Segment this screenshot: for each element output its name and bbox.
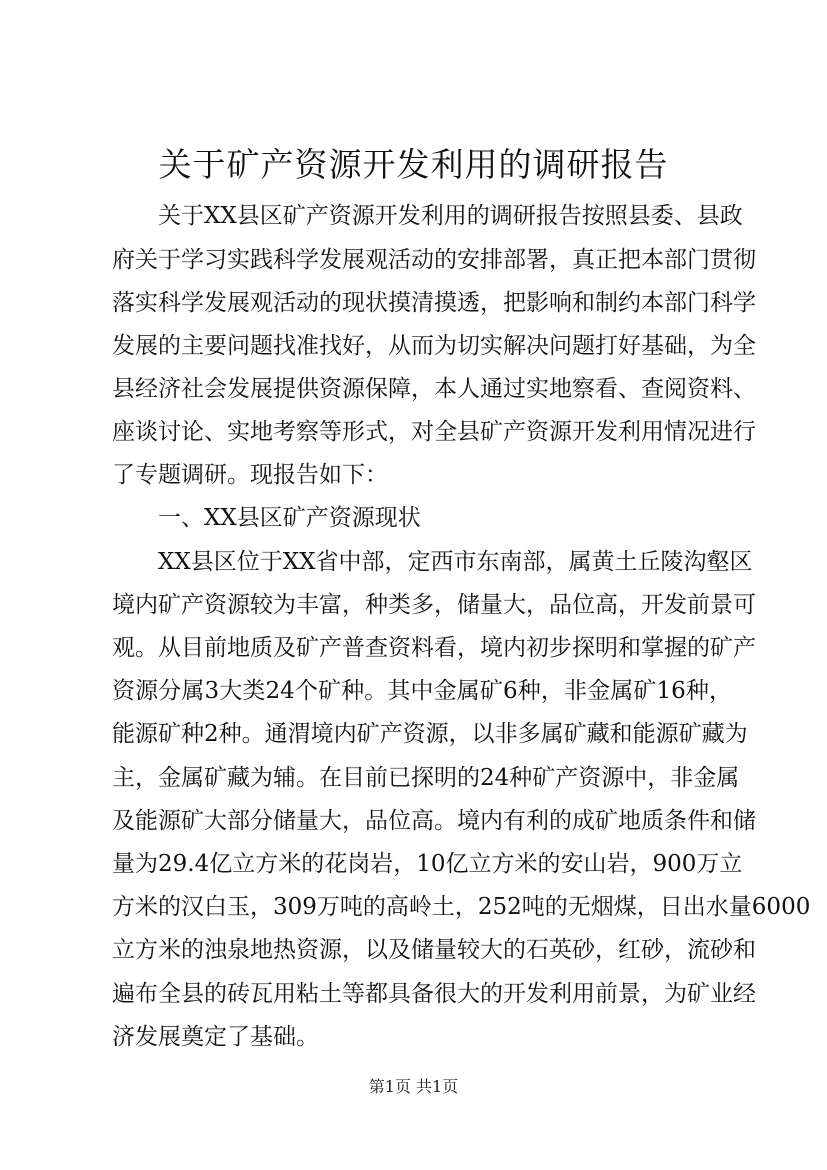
section-heading: 一、XX县区矿产资源现状 <box>158 505 421 531</box>
body-line-7: 了专题调研。现报告如下： <box>112 462 388 488</box>
body-line-16: 量为29.4亿立方米的花岗岩，10亿立方米的安山岩，900万立 <box>112 851 743 877</box>
body-line-12: 资源分属3大类24个矿种。其中金属矿6种，非金属矿16种， <box>112 678 732 704</box>
body-line-3: 落实科学发展观活动的现状摸清摸透，把影响和制约本部门科学 <box>112 290 756 316</box>
body-line-4: 发展的主要问题找准找好，从而为切实解决问题打好基础，为全 <box>112 333 756 359</box>
body-line-13: 能源矿种2种。通渭境内矿产资源，以非多属矿藏和能源矿藏为 <box>112 721 748 747</box>
page-number-footer: 第1页 共1页 <box>368 1077 459 1096</box>
body-line-2: 府关于学习实践科学发展观活动的安排部署，真正把本部门贯彻 <box>112 247 756 273</box>
body-line-11: 观。从目前地质及矿产普查资料看，境内初步探明和掌握的矿产 <box>112 635 756 661</box>
body-line-6: 座谈讨论、实地考察等形式，对全县矿产资源开发利用情况进行 <box>112 419 756 445</box>
body-line-19: 遍布全县的砖瓦用粘土等都具备很大的开发利用前景，为矿业经 <box>112 981 756 1007</box>
body-line-18: 立方米的浊泉地热资源，以及储量较大的石英砂，红砂，流砂和 <box>112 937 756 963</box>
body-line-17: 方米的汉白玉，309万吨的高岭土，252吨的无烟煤，日出水量6000 <box>112 894 811 920</box>
body-line-14: 主，金属矿藏为辅。在目前已探明的24种矿产资源中，非金属 <box>112 765 740 791</box>
body-line-20: 济发展奠定了基础。 <box>112 1024 319 1050</box>
body-line-10: 境内矿产资源较为丰富，种类多，储量大，品位高，开发前景可 <box>112 592 756 618</box>
body-line-5: 县经济社会发展提供资源保障，本人通过实地察看、查阅资料、 <box>112 376 756 402</box>
body-line-1: 关于XX县区矿产资源开发利用的调研报告按照县委、县政 <box>158 203 743 229</box>
body-line-15: 及能源矿大部分储量大，品位高。境内有利的成矿地质条件和储 <box>112 808 756 834</box>
body-line-9: XX县区位于XX省中部，定西市东南部，属黄土丘陵沟壑区 <box>158 549 753 575</box>
document-title: 关于矿产资源开发利用的调研报告 <box>158 145 669 184</box>
